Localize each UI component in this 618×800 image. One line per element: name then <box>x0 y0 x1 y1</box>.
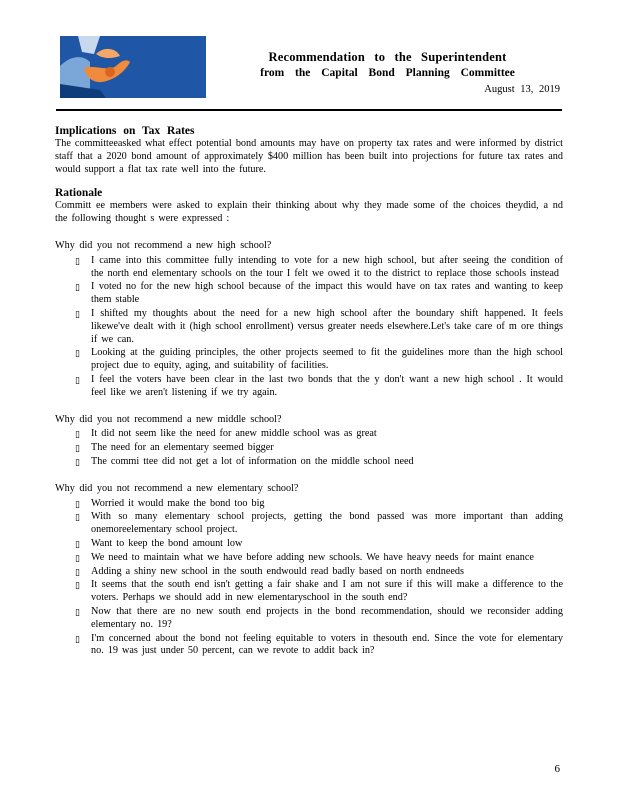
answer-item <box>55 255 563 281</box>
document-body <box>55 124 563 659</box>
header-divider <box>56 109 562 111</box>
answer-text: Looking at the guiding principles, the other projects seemed to fit the guidelines more than the high school project due to equity, aging, and suitability of facilities. <box>91 347 563 372</box>
logo-graphic <box>60 36 206 98</box>
question-text: Why did you not recommend a new middle school? <box>55 413 282 425</box>
answer-item <box>55 374 563 400</box>
bullet-icon: ▯ <box>75 512 80 523</box>
bullet-icon: ▯ <box>75 633 80 644</box>
answer-text: I voted no for the new high school because of the impact this would have on tax rates and wanting to keep them stable <box>91 281 563 306</box>
bullet-icon: ▯ <box>75 456 80 467</box>
answer-text: Worried it would make the bond too big <box>91 497 265 509</box>
rationale-section <box>55 186 563 226</box>
answer-list <box>55 428 563 468</box>
answer-item <box>55 552 563 565</box>
answer-text: It seems that the south end isn't getting a fair shake and I am not sure if this will make a difference to the voters. Perhaps we should add in new elementaryschool in the south end? <box>91 579 563 604</box>
bullet-icon: ▯ <box>75 538 80 549</box>
bullet-icon: ▯ <box>75 580 80 591</box>
answer-item <box>55 281 563 307</box>
document-title <box>215 50 560 79</box>
answer-item <box>55 308 563 346</box>
bullet-icon: ▯ <box>75 552 80 563</box>
bullet-icon: ▯ <box>75 498 80 509</box>
answer-item <box>55 606 563 632</box>
answer-text: I shifted my thoughts about the need for a new high school after the boundary shift happened. It feels likewe've dealt with it (high school enrollment) versus greater needs elsewhere.Let's take care of m ore things if we can. <box>91 307 563 345</box>
page-number: 6 <box>554 763 560 775</box>
bullet-icon: ▯ <box>75 348 80 359</box>
title-line-1: Recommendation to the Superintendent <box>268 50 507 64</box>
answer-item <box>55 566 563 579</box>
answer-list <box>55 255 563 400</box>
answer-item <box>55 456 563 469</box>
bullet-icon: ▯ <box>75 282 80 293</box>
answer-item <box>55 498 563 511</box>
question-text: Why did you not recommend a new high school? <box>55 239 272 251</box>
title-line-2: from the Capital Bond Planning Committee <box>260 67 515 79</box>
bullet-icon: ▯ <box>75 374 80 385</box>
answer-text: It did not seem like the need for anew middle school was as great <box>91 428 377 440</box>
bullet-icon: ▯ <box>75 443 80 454</box>
bullet-icon: ▯ <box>75 429 80 440</box>
answer-text: I'm concerned about the bond not feeling equitable to voters in thesouth end. Since the vote for elementary no. 19 was just under 50 percent, can we revote to addit back in? <box>91 632 563 657</box>
rationale-heading: Rationale <box>55 187 103 200</box>
bullet-icon: ▯ <box>75 255 80 266</box>
question-block <box>55 414 563 469</box>
answer-item <box>55 579 563 605</box>
implications-heading: Implications on Tax Rates <box>55 125 195 137</box>
answer-item <box>55 511 563 537</box>
answer-text: Want to keep the bond amount low <box>91 537 243 549</box>
document-date: August 13, 2019 <box>484 84 560 95</box>
answer-text: The need for an elementary seemed bigger <box>91 442 274 454</box>
question-text: Why did you not recommend a new elementary school? <box>55 482 299 494</box>
answer-list <box>55 498 563 659</box>
answer-item <box>55 347 563 373</box>
answer-text: I feel the voters have been clear in the last two bonds that the y don't want a new high school . It would feel like we aren't listening if we try again. <box>91 373 563 398</box>
bullet-icon: ▯ <box>75 606 80 617</box>
rationale-text: Committ ee members were asked to explain their thinking about why they made some of the choices theydid, a nd the following thought s were expressed : <box>55 200 563 225</box>
answer-text: I came into this committee fully intending to vote for a new high school, but after seeing the condition of the north end elementary schools on the tour I felt we owed it to the district to replace those schools instead <box>91 254 563 279</box>
answer-item <box>55 428 563 441</box>
answer-text: We need to maintain what we have before adding new schools. We have heavy needs for maint enance <box>91 551 534 563</box>
answer-text: Adding a shiny new school in the south endwould read badly based on north endneeds <box>91 565 464 577</box>
question-block <box>55 240 563 400</box>
answer-text: With so many elementary school projects, getting the bond passed was more important than adding onemoreelementary school project. <box>91 511 563 536</box>
bullet-icon: ▯ <box>75 308 80 319</box>
answer-text: Now that there are no new south end projects in the bond recommendation, should we reconsider adding elementary no. 19? <box>91 605 563 630</box>
answer-item <box>55 633 563 659</box>
district-logo <box>60 36 206 98</box>
answer-text: The commi ttee did not get a lot of information on the middle school need <box>91 455 414 467</box>
answer-item <box>55 538 563 551</box>
bullet-icon: ▯ <box>75 566 80 577</box>
answer-item <box>55 442 563 455</box>
implications-text: The committeeasked what effect potential bond amounts may have on property tax rates and were informed by district staff that a 2020 bond amount of approximately $400 million has been built into projections for future tax rates and would support a flat tax rate well into the future. <box>55 138 563 175</box>
implications-section <box>55 124 563 176</box>
question-block <box>55 483 563 658</box>
